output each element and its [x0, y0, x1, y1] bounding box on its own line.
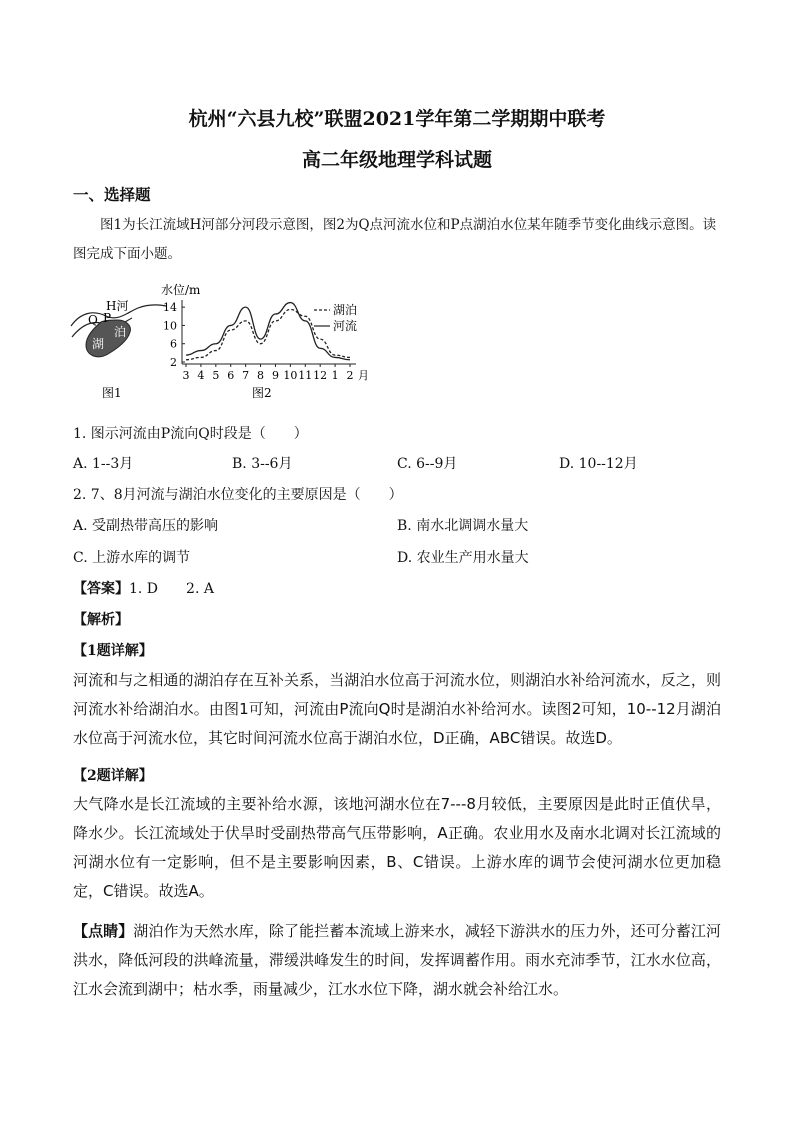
q1-option-d[interactable]: D. 10--12月: [559, 456, 638, 472]
y-tick-label: 14: [163, 301, 177, 315]
x-tick-label: 11: [298, 369, 313, 382]
x-tick-label: 1: [331, 369, 339, 382]
x-tick-label: 8: [257, 369, 265, 382]
question-intro: 图1为长江流域H河部分河段示意图，图2为Q点河流水位和P点湖泊水位某年随季节变化曲线示意图。读图完成下面小题。: [73, 217, 717, 262]
fig1-lake-label-1: 湖: [92, 337, 105, 351]
fig2-ylabel: 水位/m: [161, 283, 201, 297]
point-paragraph: [73, 917, 721, 1004]
x-unit-label: 月: [358, 369, 369, 382]
exam-subtitle: 高二年级地理学科试题: [301, 149, 492, 171]
point-text: 湖泊作为天然水库，除了能拦蓄本流域上游来水，减轻下游洪水的压力外，还可分蓄江河洪水，降低河段的洪峰流量，滞缓洪峰发生的时间，发挥调蓄作用。雨水充沛季节，江水水位高，江水会流到湖中；枯水季，雨量减少，江水水位下降，湖水就会补给江水。: [73, 922, 721, 998]
q2-option-c[interactable]: C. 上游水库的调节: [73, 550, 191, 566]
x-tick-label: 10: [283, 369, 298, 382]
fig1-river-label: H河: [106, 299, 129, 313]
q1-option-a[interactable]: A. 1--3月: [73, 456, 134, 472]
fig1-lake-label-2: 泊: [114, 325, 127, 339]
y-tick-label: 10: [163, 319, 177, 333]
q2-stem: 2. 7、8月河流与湖泊水位变化的主要原因是（ ）: [73, 487, 403, 503]
series-line-lake: [186, 309, 350, 359]
figure-group: [66, 282, 369, 402]
analysis-label: 【解析】: [73, 612, 129, 628]
detail1-label: 【1题详解】: [73, 643, 153, 659]
detail1-text: 河流和与之相通的湖泊存在互补关系，当湖泊水位高于河流水位，则湖泊水补给河流水，反之，则河流水补给湖泊水。由图1可知，河流由P流向Q时是湖泊水补给河水。读图2可知，10--12月湖泊水位高于河流水位，其它时间河流水位高于湖泊水位，D正确，ABC错误。故选D。: [73, 671, 721, 747]
x-tick-label: 9: [271, 369, 279, 382]
x-tick-label: 12: [313, 369, 328, 382]
detail2-text: 大气降水是长江流域的主要补给水源，该地河湖水位在7---8月较低，主要原因是此时正值伏旱，降水少。长江流域处于伏旱时受副热带高气压带影响，A正确。农业用水及南水北调对长江流域的河湖水位有一定影响，但不是主要影响因素，B、C错误。上游水库的调节会使河湖水位更加稳定，C错误。故选A。: [73, 795, 721, 900]
figure2-chart: [161, 282, 369, 400]
x-tick-label: 7: [242, 369, 250, 382]
figure1-map: [71, 299, 166, 400]
y-tick-label: 6: [170, 337, 177, 351]
legend-river-label: 河流: [333, 319, 358, 333]
fig2-caption: 图2: [252, 386, 272, 400]
answer-label: 【答案】: [73, 581, 129, 597]
q1-option-b[interactable]: B. 3--6月: [232, 456, 293, 472]
x-tick-label: 4: [197, 369, 205, 382]
detail2-label: 【2题详解】: [73, 768, 153, 784]
answer-line: [73, 578, 214, 598]
answer-text: 1. D 2. A: [129, 581, 214, 597]
x-tick-label: 5: [212, 369, 220, 382]
section-heading: 一、选择题: [73, 185, 151, 204]
fig1-caption: 图1: [102, 386, 122, 400]
x-tick-label: 3: [182, 369, 190, 382]
x-tick-label: 2: [346, 369, 354, 382]
fig1-p-label: P: [103, 311, 112, 325]
q2-option-b[interactable]: B. 南水北调调水量大: [397, 518, 529, 534]
q1-option-c[interactable]: C. 6--9月: [397, 456, 458, 472]
q2-option-d[interactable]: D. 农业生产用水量大: [397, 550, 529, 566]
q2-option-a[interactable]: A. 受副热带高压的影响: [73, 518, 219, 534]
exam-title: 杭州“六县九校”联盟2021学年第二学期期中联考: [188, 108, 606, 130]
point-label: 【点睛】: [73, 922, 134, 940]
y-tick-label: 2: [170, 356, 177, 369]
legend-lake-label: 湖泊: [333, 303, 358, 317]
q1-stem: 1. 图示河流由P流向Q时段是（ ）: [73, 426, 308, 442]
fig1-q-label: Q: [88, 313, 98, 327]
x-tick-label: 6: [227, 369, 235, 382]
